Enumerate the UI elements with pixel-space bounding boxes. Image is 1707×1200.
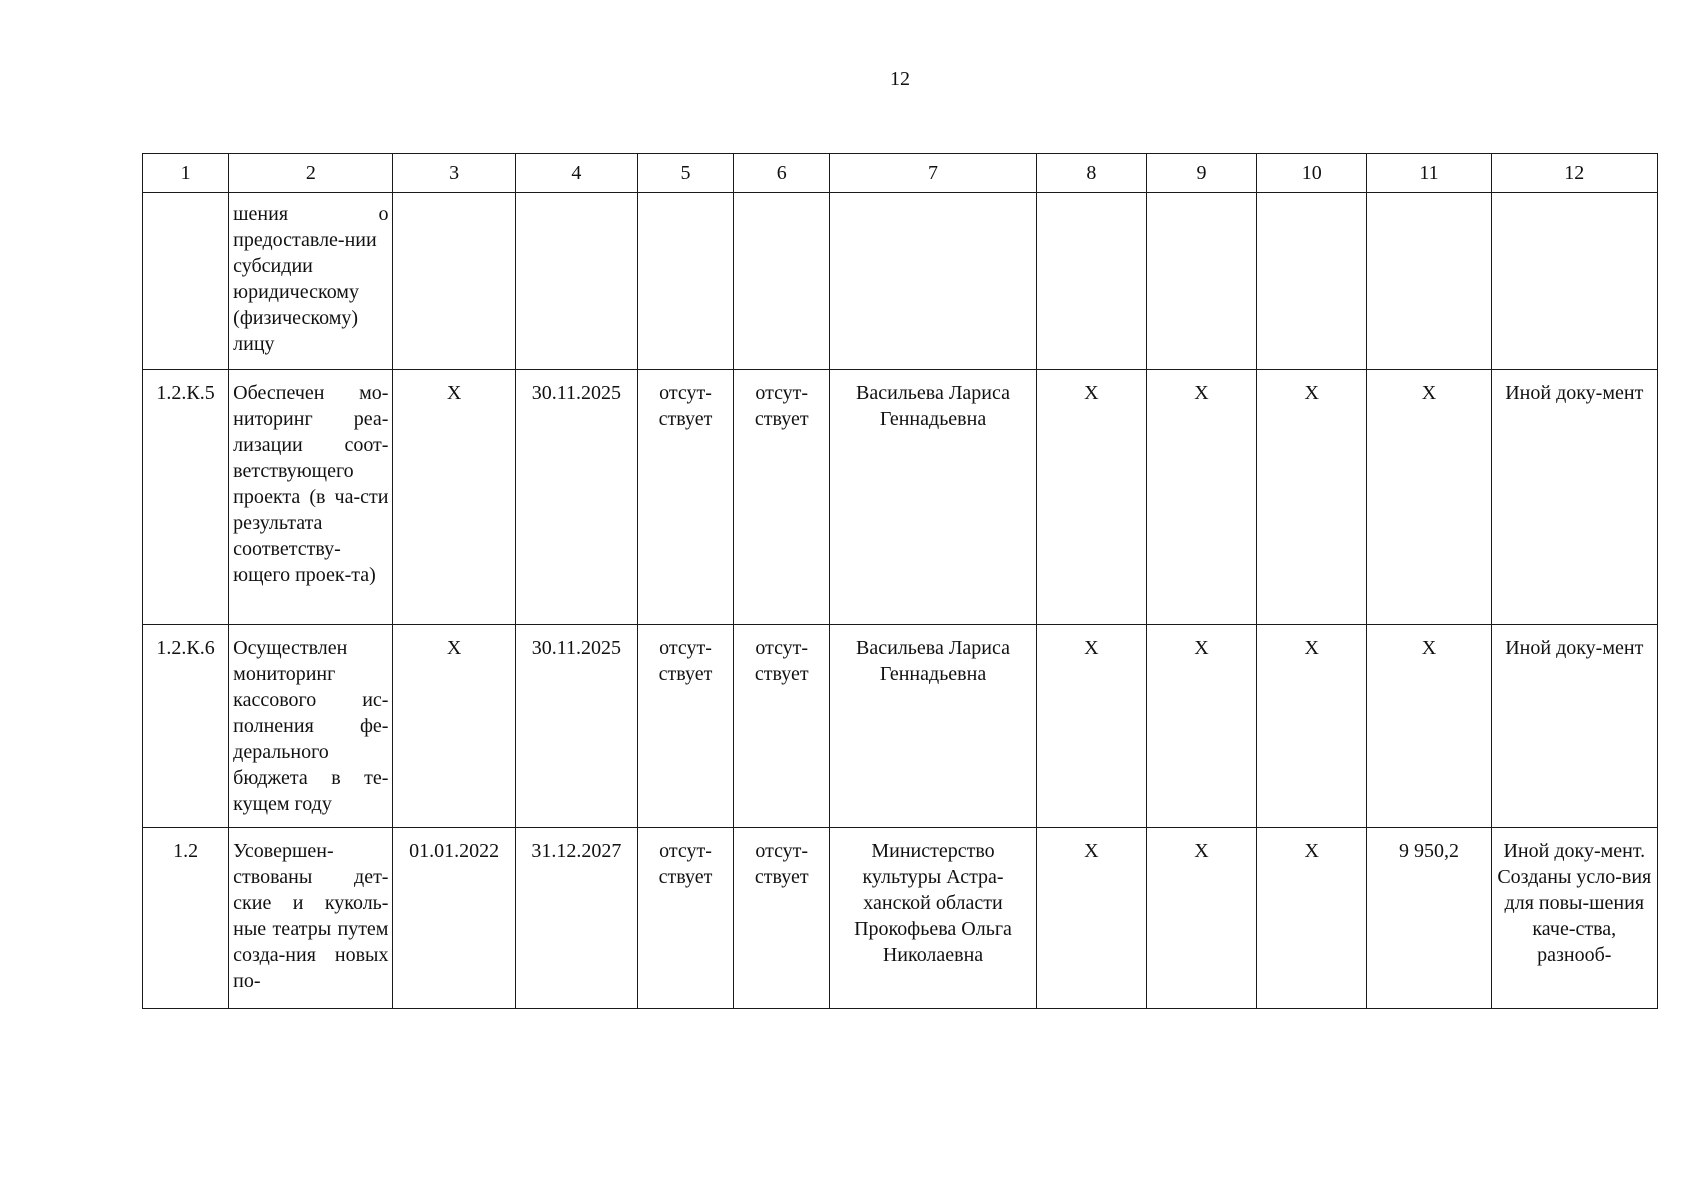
column-8-cell: X bbox=[1036, 828, 1146, 1009]
responsible-cell: Министерство культуры Астра-ханской области Прокофьева Ольга Николаевна bbox=[830, 828, 1036, 1009]
column-header: 1 bbox=[143, 154, 229, 193]
responsible-cell bbox=[830, 193, 1036, 370]
column-header: 2 bbox=[229, 154, 393, 193]
end-date-cell: 31.12.2027 bbox=[515, 828, 637, 1009]
column-header: 5 bbox=[637, 154, 733, 193]
column-6-cell: отсут-ствует bbox=[734, 625, 830, 828]
column-header: 8 bbox=[1036, 154, 1146, 193]
column-8-cell: X bbox=[1036, 370, 1146, 625]
row-number-cell: 1.2.К.6 bbox=[143, 625, 229, 828]
start-date-cell: 01.01.2022 bbox=[393, 828, 515, 1009]
column-9-cell: X bbox=[1146, 625, 1256, 828]
column-9-cell: X bbox=[1146, 828, 1256, 1009]
column-header: 9 bbox=[1146, 154, 1256, 193]
description-cell: Осуществлен мониторинг кассового ис-полнения фе-дерального бюджета в те-кущем году bbox=[229, 625, 393, 828]
column-5-cell: отсут-ствует bbox=[637, 828, 733, 1009]
column-5-cell: отсут-ствует bbox=[637, 370, 733, 625]
end-date-cell: 30.11.2025 bbox=[515, 370, 637, 625]
row-number-cell: 1.2.К.5 bbox=[143, 370, 229, 625]
column-header: 11 bbox=[1367, 154, 1491, 193]
document-type-cell bbox=[1491, 193, 1657, 370]
responsible-cell: Васильева Лариса Геннадьевна bbox=[830, 370, 1036, 625]
column-8-cell bbox=[1036, 193, 1146, 370]
column-10-cell bbox=[1257, 193, 1367, 370]
table-header-row bbox=[143, 154, 1658, 193]
column-11-cell: X bbox=[1367, 370, 1491, 625]
table-row bbox=[143, 193, 1658, 370]
column-5-cell bbox=[637, 193, 733, 370]
column-6-cell: отсут-ствует bbox=[734, 828, 830, 1009]
start-date-cell: X bbox=[393, 370, 515, 625]
responsible-cell: Васильева Лариса Геннадьевна bbox=[830, 625, 1036, 828]
column-6-cell: отсут-ствует bbox=[734, 370, 830, 625]
column-header: 7 bbox=[830, 154, 1036, 193]
table-row bbox=[143, 370, 1658, 625]
description-cell: Усовершен-ствованы дет-ские и куколь-ные театры путем созда-ния новых по- bbox=[229, 828, 393, 1009]
column-11-cell: 9 950,2 bbox=[1367, 828, 1491, 1009]
description-cell: Обеспечен мо-ниторинг реа-лизации соот-ветствующего проекта (в ча-сти результата соответству-ющего проек-та) bbox=[229, 370, 393, 625]
column-header: 12 bbox=[1491, 154, 1657, 193]
document-type-cell: Иной доку-мент bbox=[1491, 625, 1657, 828]
column-9-cell bbox=[1146, 193, 1256, 370]
column-5-cell: отсут-ствует bbox=[637, 625, 733, 828]
document-table bbox=[142, 153, 1658, 1009]
column-11-cell bbox=[1367, 193, 1491, 370]
column-header: 3 bbox=[393, 154, 515, 193]
page-number: 12 bbox=[890, 68, 910, 90]
document-type-cell: Иной доку-мент. Созданы усло-вия для повы-шения каче-ства, разнооб- bbox=[1491, 828, 1657, 1009]
column-6-cell bbox=[734, 193, 830, 370]
column-10-cell: X bbox=[1257, 625, 1367, 828]
row-number-cell bbox=[143, 193, 229, 370]
start-date-cell: X bbox=[393, 625, 515, 828]
column-header: 10 bbox=[1257, 154, 1367, 193]
column-header: 4 bbox=[515, 154, 637, 193]
column-10-cell: X bbox=[1257, 828, 1367, 1009]
description-cell: шения о предоставле-нии субсидии юридическому (физическому) лицу bbox=[229, 193, 393, 370]
column-10-cell: X bbox=[1257, 370, 1367, 625]
end-date-cell bbox=[515, 193, 637, 370]
start-date-cell bbox=[393, 193, 515, 370]
row-number-cell: 1.2 bbox=[143, 828, 229, 1009]
column-9-cell: X bbox=[1146, 370, 1256, 625]
end-date-cell: 30.11.2025 bbox=[515, 625, 637, 828]
column-8-cell: X bbox=[1036, 625, 1146, 828]
document-type-cell: Иной доку-мент bbox=[1491, 370, 1657, 625]
column-11-cell: X bbox=[1367, 625, 1491, 828]
table-row bbox=[143, 828, 1658, 1009]
table-row bbox=[143, 625, 1658, 828]
column-header: 6 bbox=[734, 154, 830, 193]
